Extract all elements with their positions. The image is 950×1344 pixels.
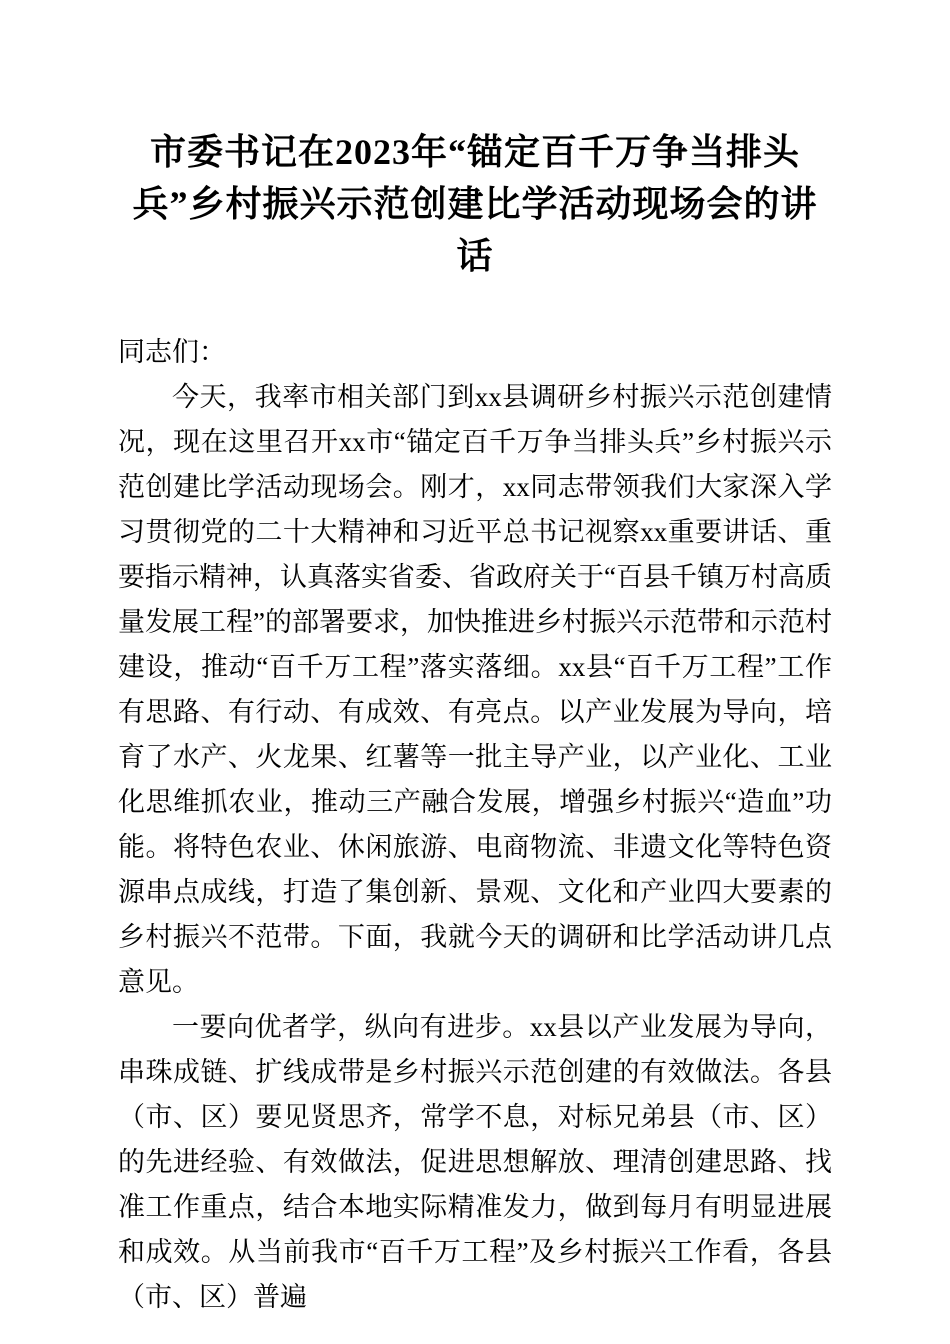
paragraph-first-point: 一要向优者学，纵向有进步。xx县以产业发展为导向，串珠成链、扩线成带是乡村振兴示范创建的有效做法。各县（市、区）要见贤思齐，常学不息，对标兄弟县（市、区）的先进经验、有效做法，促进思想解放、理清创建思路、找准工作重点，结合本地实际精准发力，做到每月有明显进展和成效。从当前我市“百千万工程”及乡村振兴工作看，各县（市、区）普遍 <box>118 1012 832 1312</box>
salutation: 同志们： <box>118 337 226 367</box>
document-body <box>118 330 832 1320</box>
paragraph-opening: 今天，我率市相关部门到xx县调研乡村振兴示范创建情况，现在这里召开xx市“锚定百千万争当排头兵”乡村振兴示范创建比学活动现场会。刚才，xx同志带领我们大家深入学习贯彻党的二十大精神和习近平总书记视察xx重要讲话、重要指示精神，认真落实省委、省政府关于“百县千镇万村高质量发展工程”的部署要求，加快推进乡村振兴示范带和示范村建设，推动“百千万工程”落实落细。xx县“百千万工程”工作有思路、有行动、有成效、有亮点。以产业发展为导向，培育了水产、火龙果、红薯等一批主导产业，以产业化、工业化思维抓农业，推动三产融合发展，增强乡村振兴“造血”功能。将特色农业、休闲旅游、电商物流、非遗文化等特色资源串点成线，打造了集创新、景观、文化和产业四大要素的乡村振兴不范带。下面，我就今天的调研和比学活动讲几点意见。 <box>118 382 832 997</box>
document-title: 市委书记在2023年“锚定百千万争当排头兵”乡村振兴示范创建比学活动现场会的讲话 <box>132 132 818 276</box>
